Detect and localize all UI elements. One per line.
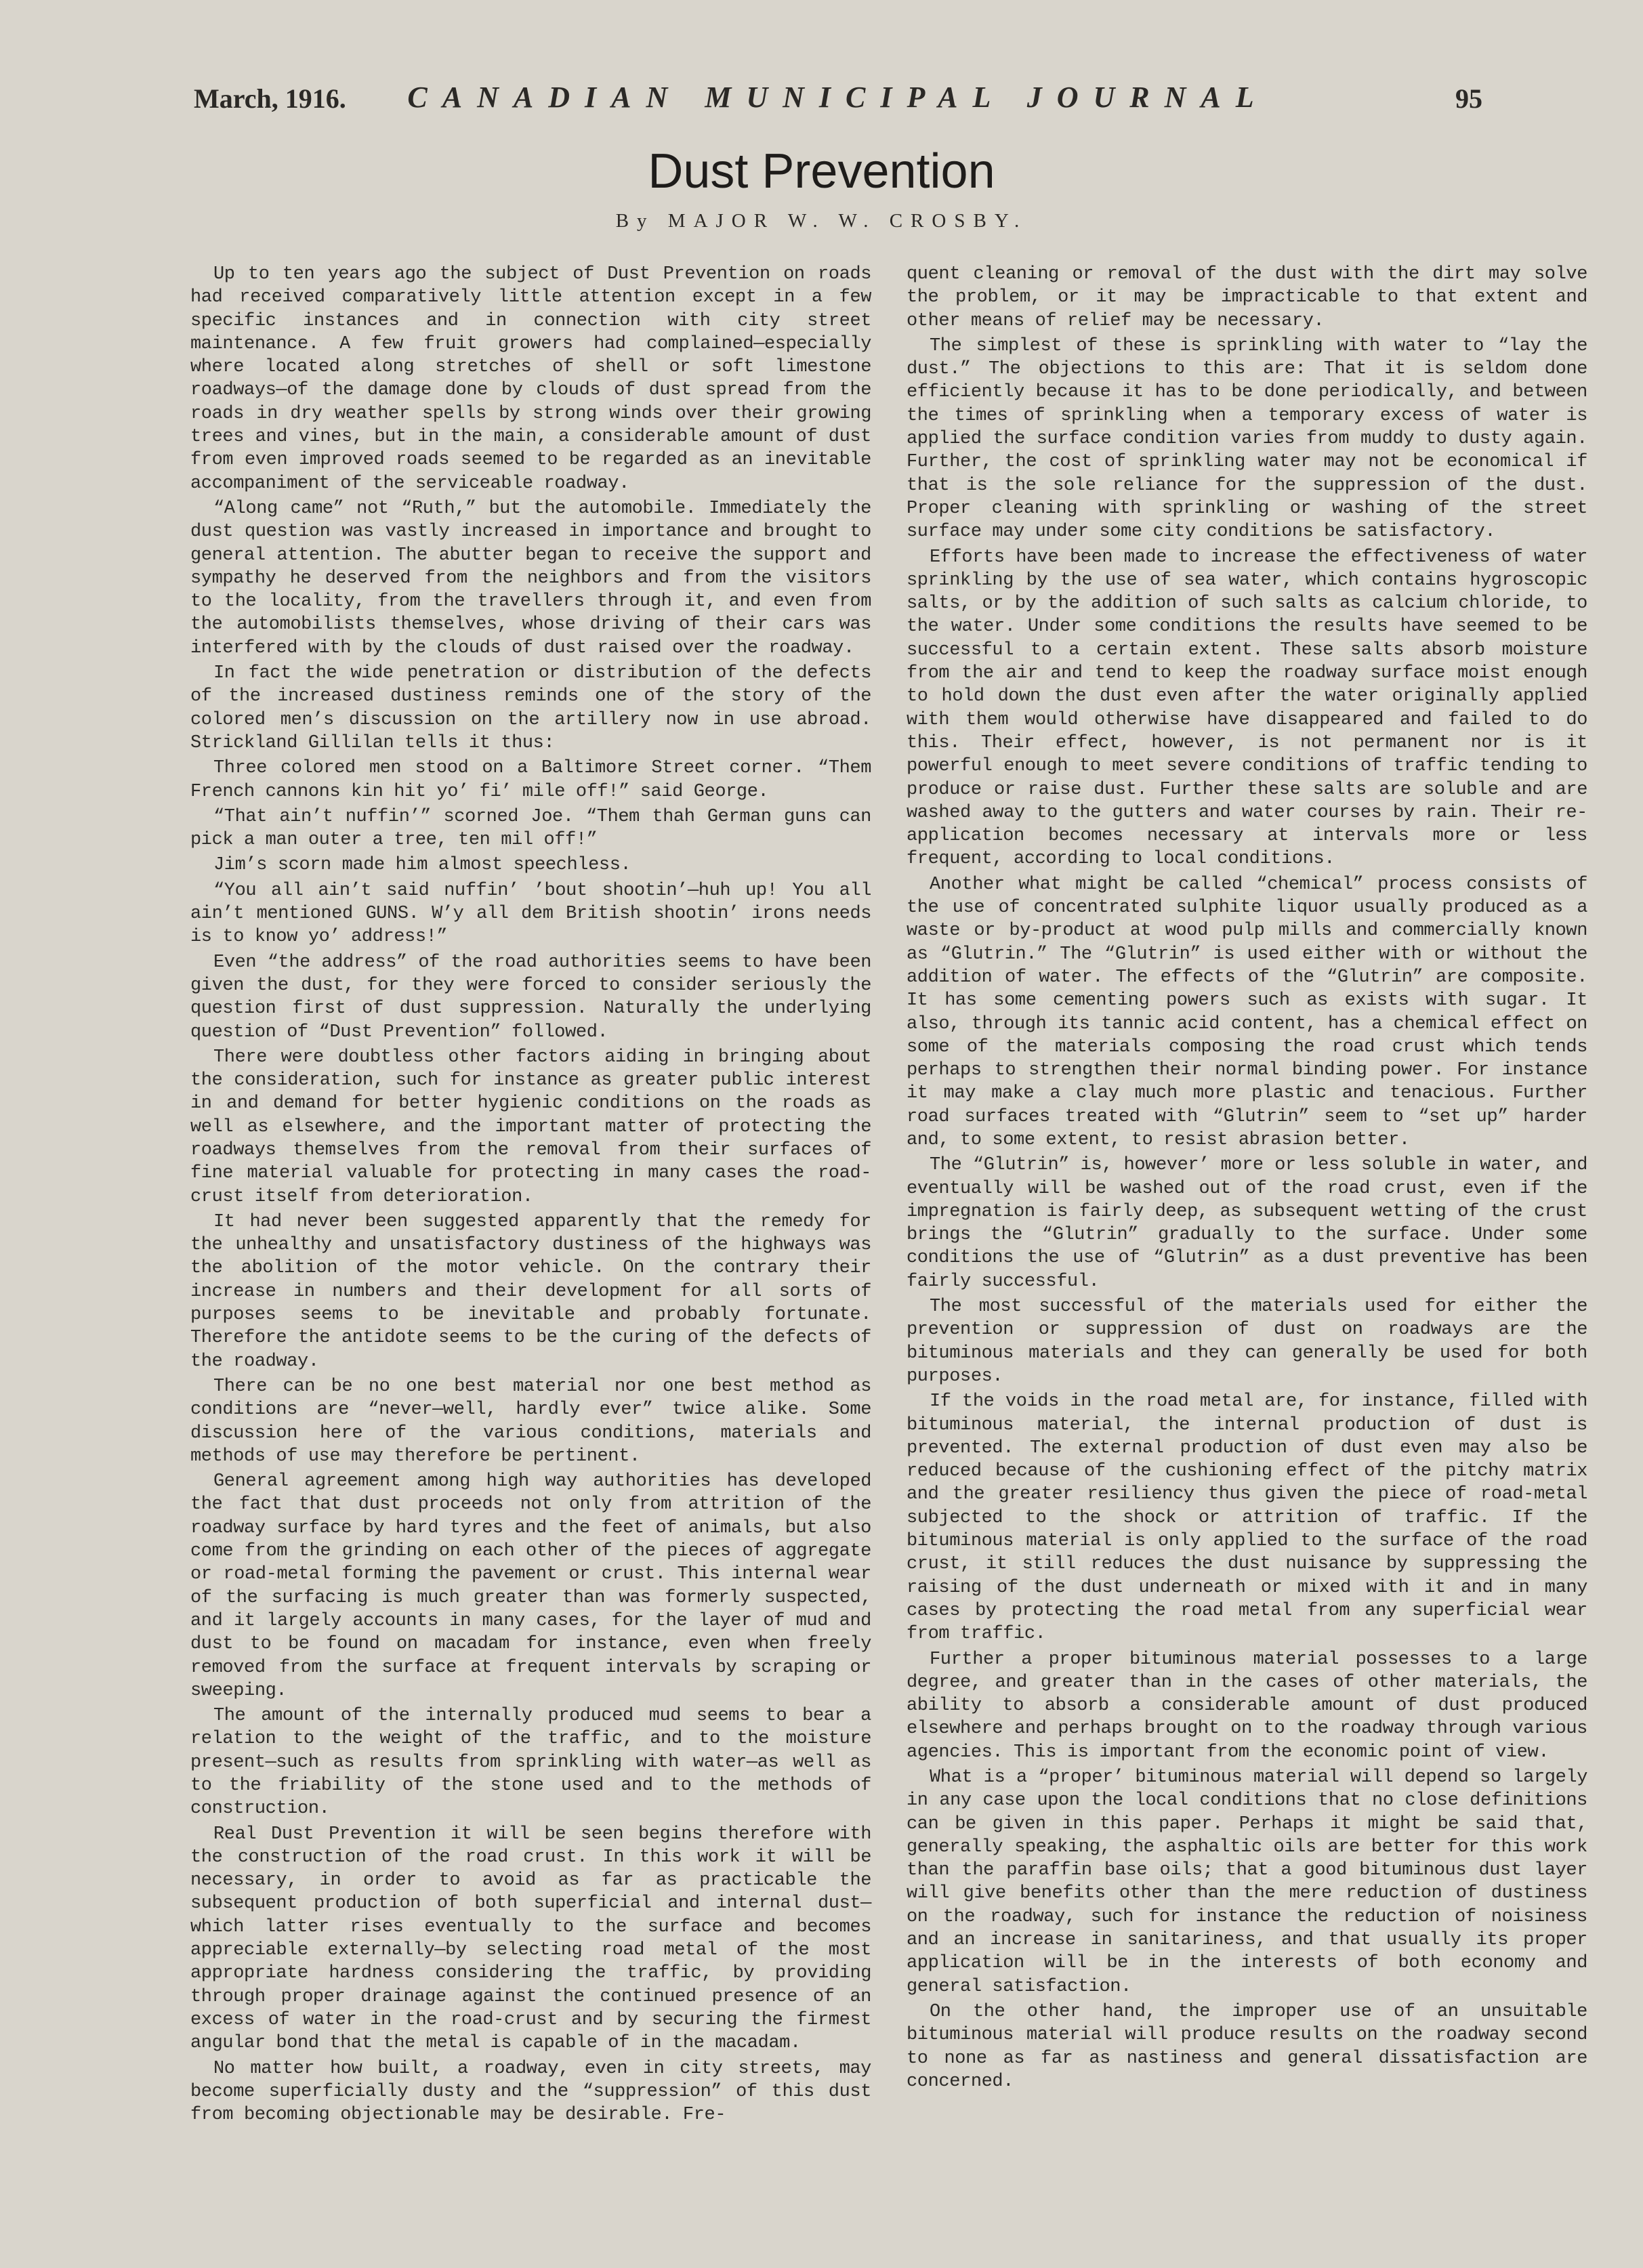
paragraph: “That ain’t nuffin’” scorned Joe. “Them thah German guns can pick a man outer a tree, ten mil off!” [190, 806, 871, 851]
paragraph: It had never been suggested apparently that the remedy for the unhealthy and unsatisfactory dustiness of the highways was the abolition of the motor vehicle. On the contrary their increase in numbers and their development for all sorts of purposes seems to be inevitable and probably fortunate. Therefore the antidote seems to be the curing of the defects of the roadway. [190, 1211, 871, 1372]
paragraph: The most successful of the materials used for either the prevention or suppression of dust on roadways are the bituminous materials and they can generally be used for both purposes. [907, 1297, 1587, 1387]
paragraph: “Along came” not “Ruth,” but the automobile. Immediately the dust question was vastly increased in importance and brought to general attention. The abutter began to receive the support and sympathy he deserved from the neighbors and from the visitors to the locality, from the travellers through it, and even from the automobilists themselves, whose driving of their cars was interfered with by the clouds of dust raised over the roadway. [190, 498, 871, 658]
paragraph: The “Glutrin” is, however’ more or less soluble in water, and eventually will be washed out of the road crust, even if the impregnation is fairly deep, as subsequent wetting of the crust brings the “Glutrin” gradually to the surface. Under some conditions the use of “Glutrin” as a dust preventive has been fairly successful. [907, 1155, 1587, 1292]
page-number: 95 [1455, 83, 1482, 114]
journal-name: CANADIAN MUNICIPAL JOURNAL [407, 81, 1269, 114]
paragraph: If the voids in the road metal are, for instance, filled with bituminous material, the internal production of dust is prevented. The external production of dust even may also be reduced because of the cushioning effect of the pitchy matrix and the greater resiliency thus given the piece of road-metal subjected to the shock or attrition of traffic. If the bituminous material is only applied to the surface of the road crust, it still reduces the dust nuisance by suppressing the raising of the dust underneath or mixed with it and in many cases by protecting the road metal from any superficial wear from traffic. [907, 1391, 1587, 1645]
paragraph: Another what might be called “chemical” process consists of the use of concentrated sulphite liquor usually produced as a waste or by-product at wood pulp mills and commercially known as “Glutrin.” The “Glutrin” is used either with or without the addition of water. The effects of the “Glutrin” are composite. It has some cementing powers such as exists with sugar. It also, through its tannic acid content, has a chemical effect on some of the materials composing the road crust which tends perhaps to strengthen their normal binding power. For instance it may make a clay much more plastic and tenacious. Further road surfaces treated with “Glutrin” seem to “set up” harder and, to some extent, to resist abrasion better. [907, 874, 1587, 1150]
paragraph: There can be no one best material nor one best method as conditions are “never—well, hardly ever” twice alike. Some discussion here of the various conditions, materials and methods of use may therefore be pertinent. [190, 1376, 871, 1467]
paragraph: The simplest of these is sprinkling with water to “lay the dust.” The objections to this are: That it is seldom done efficiently because it has to be done periodically, and between the times of sprinkling when a temporary excess of water is applied the surface condition varies from muddy to dusty again. Further, the cost of sprinkling water may not be economical if that is the sole reliance for the suppression of the dust. Proper cleaning with sprinkling or washing of the street surface may under some city conditions be satisfactory. [907, 335, 1587, 543]
paragraph-continuation: quent cleaning or removal of the dust with the dirt may solve the problem, or it may be impracticable to that extent and other means of relief may be necessary. [907, 264, 1587, 331]
running-head [194, 80, 1482, 118]
paragraph: Three colored men stood on a Baltimore Street corner. “Them French cannons kin hit yo’ fi’ mile off!” said George. [190, 758, 871, 802]
left-column [190, 263, 871, 2128]
paragraph: The amount of the internally produced mud seems to bear a relation to the weight of the traffic, and to the moisture present—such as results from sprinkling with water—as well as to the friability of the stone used and to the methods of construction. [190, 1706, 871, 1820]
paragraph: Even “the address” of the road authorities seems to have been given the dust, for they were forced to consider seriously the question first of dust suppression. Naturally the underlying question of “Dust Prevention” followed. [190, 952, 871, 1043]
paragraph: What is a “proper’ bituminous material will depend so largely in any case upon the local conditions that no close definitions can be given in this paper. Perhaps it might be said that, generally speaking, the asphaltic oils are better for this work than the paraffin base oils; that a good bituminous dust layer will give benefits other than the mere reduction of dustiness on the roadway, such for instance the reduction of noisiness and an increase in sanitariness, and that usually its proper application will be in the interests of both economy and general satisfaction. [907, 1767, 1587, 1997]
paragraph: General agreement among high way authorities has developed the fact that dust proceeds not only from attrition of the roadway surface by hard tyres and the feet of animals, but also come from the grinding on each other of the pieces of aggregate or road-metal forming the pavement or crust. This internal wear of the surfacing is much greater than was formerly suspected, and it largely accounts in many cases, for the layer of mud and dust to be found on macadam for instance, even when freely removed from the surface at frequent intervals by scraping or sweeping. [190, 1471, 871, 1701]
article-title: Dust Prevention [648, 144, 995, 198]
paragraph: Efforts have been made to increase the effectiveness of water sprinkling by the use of sea water, which contains hygroscopic salts, or by the addition of such salts as calcium chloride, to the water. Under some conditions the results have seemed to be successful to a certain extent. These salts absorb moisture from the air and tend to keep the roadway surface moist enough to hold down the dust even after the water originally applied with them would otherwise have disappeared and failed to do this. Their effect, however, is not permanent nor is it powerful enough to meet severe conditions of traffic tending to produce or raise dust. Further these salts are soluble and are washed away to the gutters and water courses by rain. Their re-application becomes necessary at intervals more or less frequent, according to local conditions. [907, 547, 1587, 870]
paragraph: In fact the wide penetration or distribution of the defects of the increased dustiness reminds one of the story of the colored men’s discussion on the artillery now in use abroad. Strickland Gillilan tells it thus: [190, 663, 871, 753]
paragraph: Further a proper bituminous material possesses to a large degree, and greater than in the cases of other materials, the ability to absorb a considerable amount of dust produced elsewhere and perhaps brought on to the roadway through various agencies. This is important from the economic point of view. [907, 1649, 1587, 1763]
article-byline: By MAJOR W. W. CROSBY. [615, 210, 1028, 232]
paragraph: Jim’s scorn made him almost speechless. [213, 855, 631, 876]
paragraph: No matter how built, a roadway, even in city streets, may become superficially dusty and the “suppression” of this dust from becoming objectionable may be desirable. Fre- [190, 2058, 871, 2126]
paragraph: On the other hand, the improper use of an unsuitable bituminous material will produce results on the roadway second to none as far as nastiness and general dissatisfaction are concerned. [907, 2001, 1587, 2092]
paragraph: “You all ain’t said nuffin’ ’bout shootin’—huh up! You all ain’t mentioned GUNS. W’y all dem British shootin’ irons needs is to know yo’ address!” [190, 880, 871, 948]
paragraph: Real Dust Prevention it will be seen begins therefore with the construction of the road crust. In this work it will be necessary, in order to avoid as far as practicable the subsequent production of both superficial and internal dust—which latter rises eventually to the surface and becomes appreciable externally—by selecting road metal of the most appropriate hardness considering the traffic, by providing through proper drainage against the continued presence of an excess of water in the road-crust and by securing the firmest angular bond that the metal is capable of in the macadam. [190, 1824, 871, 2054]
paragraph: There were doubtless other factors aiding in bringing about the consideration, such for instance as greater public interest in and demand for better hygienic conditions on the roads as well as elsewhere, and the important matter of protecting the roadways themselves from the removal from their surfaces of fine material valuable for protecting in many cases the road-crust itself from deterioration. [190, 1047, 871, 1207]
paragraph: Up to ten years ago the subject of Dust Prevention on roads had received comparatively little attention except in a few specific instances and in connection with city street maintenance. A few fruit growers had complained—especially where located along stretches of shell or soft limestone roadways—of the damage done by clouds of dust spread from the roads in dry weather spells by strong winds over their growing trees and vines, but in the main, a considerable amount of dust from even improved roads seemed to be regarded as an inevitable accompaniment of the serviceable roadway. [190, 264, 871, 494]
right-column [907, 263, 1587, 2095]
issue-date: March, 1916. [194, 83, 346, 114]
